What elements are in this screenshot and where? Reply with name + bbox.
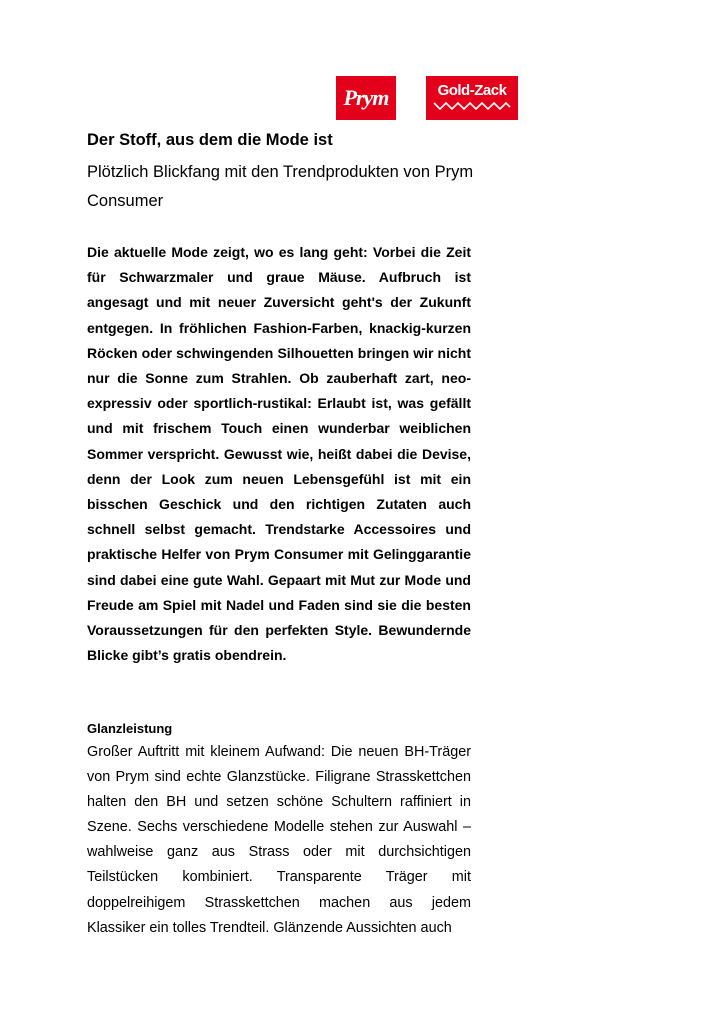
prym-logo-text: Prym [343,85,389,110]
logo-bar [336,76,518,120]
prym-logo [336,76,396,120]
section-heading: Glanzleistung [87,721,173,736]
section-body: Großer Auftritt mit kleinem Aufwand: Die neuen BH-Träger von Prym sind echte Glanzstücke. Filigrane Strasskettchen halten den BH und setzen schöne Schultern raffiniert in Szene. Sechs verschiedene Modelle stehen zur Auswahl – wahlweise ganz aus Strass oder mit durchsichtigen Teilstücken kombiniert. Transparente Träger mit doppelreihigem Strasskettchen machen aus jedem Klassiker ein tolles Trendteil. Glänzende Aussichten auch [87,744,471,936]
gold-zack-logo [426,76,518,120]
gold-zack-logo-text: Gold-Zack [437,82,507,99]
lead-paragraph: Die aktuelle Mode zeigt, wo es lang geht: Vorbei die Zeit für Schwarzmaler und graue Mäuse. Aufbruch ist angesagt und mit neuer Zuversicht geht's der Zukunft entgegen. In fröhlichen Fashion-Farben, knackig-kurzen Röcken oder schwingenden Silhouetten bringen wir nicht nur die Sonne zum Strahlen. Ob zauberhaft zart, neo-expressiv oder sportlich-rustikal: Erlaubt ist, was gefällt und mit frischem Touch einen wunderbar weiblichen Sommer verspricht. Gewusst wie, heißt dabei die Devise, denn der Look zum neuen Lebensgefühl ist mit ein bisschen Geschick und den richtigen Zutaten auch schnell selbst gemacht. Trendstarke Accessoires und praktische Helfer von Prym Consumer mit Gelinggarantie sind dabei eine gute Wahl. Gepaart mit Mut zur Mode und Freude am Spiel mit Nadel und Faden sind sie die besten Voraussetzungen für den perfekten Style. Bewundernde Blicke gibt’s gratis obendrein. [87,244,471,664]
document-subtitle: Plötzlich Blickfang mit den Trendprodukten von Prym Consumer [87,163,474,210]
document-title: Der Stoff, aus dem die Mode ist [87,131,333,149]
zigzag-icon [432,101,512,111]
